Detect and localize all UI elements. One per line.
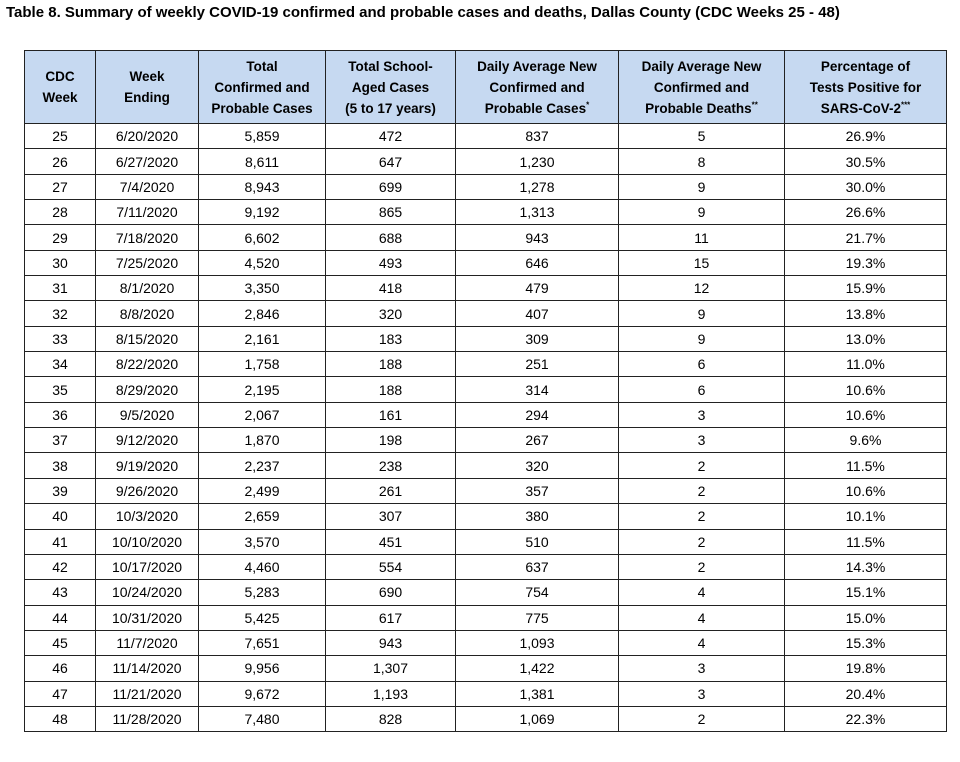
cell-school-aged-cases: 238: [326, 453, 456, 478]
cell-cdc-week: 33: [25, 326, 96, 351]
cell-percent-positive: 10.6%: [785, 402, 947, 427]
cell-daily-avg-deaths: 9: [619, 174, 785, 199]
table-row: [25, 656, 947, 681]
cell-percent-positive: 20.4%: [785, 681, 947, 706]
cell-percent-positive: 13.8%: [785, 301, 947, 326]
column-header-percent-positive: [785, 51, 947, 124]
table-row: [25, 706, 947, 731]
cell-daily-avg-cases: 1,069: [456, 706, 619, 731]
cell-percent-positive: 19.3%: [785, 250, 947, 275]
header-row: [25, 51, 947, 124]
cell-total-cases: 5,283: [199, 580, 326, 605]
cell-percent-positive: 15.0%: [785, 605, 947, 630]
table-row: [25, 149, 947, 174]
cell-school-aged-cases: 188: [326, 377, 456, 402]
cell-daily-avg-deaths: 15: [619, 250, 785, 275]
column-header-total-cases: [199, 51, 326, 124]
cell-daily-avg-cases: 1,230: [456, 149, 619, 174]
cell-daily-avg-cases: 320: [456, 453, 619, 478]
header-line: Percentage of: [820, 58, 911, 74]
cell-percent-positive: 11.5%: [785, 453, 947, 478]
cell-cdc-week: 35: [25, 377, 96, 402]
cell-daily-avg-cases: 1,313: [456, 200, 619, 225]
cell-daily-avg-cases: 775: [456, 605, 619, 630]
table-row: [25, 276, 947, 301]
cell-percent-positive: 26.6%: [785, 200, 947, 225]
table-row: [25, 630, 947, 655]
cell-daily-avg-cases: 837: [456, 124, 619, 149]
table-row: [25, 124, 947, 149]
header-line: Ending: [124, 90, 170, 105]
cell-total-cases: 9,192: [199, 200, 326, 225]
cell-school-aged-cases: 1,193: [326, 681, 456, 706]
cell-percent-positive: 15.3%: [785, 630, 947, 655]
cell-school-aged-cases: 828: [326, 706, 456, 731]
cell-week-ending: 11/21/2020: [96, 681, 199, 706]
column-header-week-ending: [96, 51, 199, 124]
cell-cdc-week: 43: [25, 580, 96, 605]
cell-daily-avg-cases: 309: [456, 326, 619, 351]
table-row: [25, 478, 947, 503]
cell-cdc-week: 40: [25, 504, 96, 529]
header-line: Total School-: [348, 58, 433, 74]
cell-school-aged-cases: 188: [326, 352, 456, 377]
cell-percent-positive: 30.5%: [785, 149, 947, 174]
cell-daily-avg-cases: 1,422: [456, 656, 619, 681]
cell-total-cases: 2,067: [199, 402, 326, 427]
cell-daily-avg-deaths: 3: [619, 428, 785, 453]
cell-daily-avg-deaths: 8: [619, 149, 785, 174]
cell-percent-positive: 10.6%: [785, 478, 947, 503]
header-line: Total: [246, 58, 278, 74]
cell-daily-avg-deaths: 4: [619, 630, 785, 655]
header-line: Daily Average New: [477, 58, 597, 74]
column-header-cdc-week: [25, 51, 96, 124]
cell-daily-avg-deaths: 3: [619, 681, 785, 706]
cell-cdc-week: 27: [25, 174, 96, 199]
cell-week-ending: 10/3/2020: [96, 504, 199, 529]
cell-daily-avg-deaths: 2: [619, 453, 785, 478]
cell-total-cases: 3,350: [199, 276, 326, 301]
cell-daily-avg-cases: 637: [456, 554, 619, 579]
cell-daily-avg-cases: 943: [456, 225, 619, 250]
cell-week-ending: 11/7/2020: [96, 630, 199, 655]
cell-cdc-week: 47: [25, 681, 96, 706]
header-line: Probable Cases: [484, 100, 587, 116]
footnote-marker: *: [586, 100, 590, 109]
cell-school-aged-cases: 865: [326, 200, 456, 225]
cell-percent-positive: 14.3%: [785, 554, 947, 579]
table-row: [25, 605, 947, 630]
header-line: Aged Cases: [351, 79, 430, 95]
cell-school-aged-cases: 320: [326, 301, 456, 326]
cell-cdc-week: 34: [25, 352, 96, 377]
cell-school-aged-cases: 451: [326, 529, 456, 554]
cell-cdc-week: 36: [25, 402, 96, 427]
table-row: [25, 174, 947, 199]
cell-total-cases: 2,659: [199, 504, 326, 529]
cell-cdc-week: 46: [25, 656, 96, 681]
cell-daily-avg-deaths: 2: [619, 529, 785, 554]
cell-week-ending: 9/26/2020: [96, 478, 199, 503]
cell-percent-positive: 15.9%: [785, 276, 947, 301]
cell-daily-avg-deaths: 6: [619, 352, 785, 377]
cell-week-ending: 7/11/2020: [96, 200, 199, 225]
cell-school-aged-cases: 617: [326, 605, 456, 630]
cell-total-cases: 6,602: [199, 225, 326, 250]
cell-total-cases: 9,956: [199, 656, 326, 681]
cell-cdc-week: 44: [25, 605, 96, 630]
cell-total-cases: 2,846: [199, 301, 326, 326]
cell-school-aged-cases: 699: [326, 174, 456, 199]
table-row: [25, 529, 947, 554]
cell-school-aged-cases: 472: [326, 124, 456, 149]
cell-daily-avg-deaths: 2: [619, 504, 785, 529]
header-line: Confirmed and: [214, 79, 310, 95]
cell-cdc-week: 32: [25, 301, 96, 326]
table-row: [25, 453, 947, 478]
cell-percent-positive: 21.7%: [785, 225, 947, 250]
header-line: Confirmed and: [489, 79, 585, 95]
cell-daily-avg-deaths: 2: [619, 706, 785, 731]
cell-total-cases: 7,651: [199, 630, 326, 655]
cell-week-ending: 10/17/2020: [96, 554, 199, 579]
cell-week-ending: 9/5/2020: [96, 402, 199, 427]
cell-percent-positive: 22.3%: [785, 706, 947, 731]
cell-week-ending: 7/18/2020: [96, 225, 199, 250]
table-row: [25, 250, 947, 275]
cell-total-cases: 2,161: [199, 326, 326, 351]
cell-week-ending: 6/20/2020: [96, 124, 199, 149]
cell-daily-avg-cases: 1,381: [456, 681, 619, 706]
cell-percent-positive: 9.6%: [785, 428, 947, 453]
header-line: Tests Positive for: [809, 79, 922, 95]
header-line: (5 to 17 years): [345, 100, 436, 116]
weekly-covid-summary-table: [24, 50, 947, 732]
cell-cdc-week: 42: [25, 554, 96, 579]
cell-daily-avg-cases: 380: [456, 504, 619, 529]
header-line: Probable Cases: [211, 100, 313, 116]
footnote-marker: **: [751, 100, 758, 109]
cell-week-ending: 10/24/2020: [96, 580, 199, 605]
cell-daily-avg-deaths: 11: [619, 225, 785, 250]
cell-week-ending: 10/10/2020: [96, 529, 199, 554]
header-line: Probable Deaths: [645, 100, 752, 116]
table-row: [25, 554, 947, 579]
cell-daily-avg-deaths: 3: [619, 402, 785, 427]
cell-total-cases: 3,570: [199, 529, 326, 554]
cell-total-cases: 5,859: [199, 124, 326, 149]
cell-cdc-week: 29: [25, 225, 96, 250]
cell-percent-positive: 10.1%: [785, 504, 947, 529]
cell-school-aged-cases: 307: [326, 504, 456, 529]
cell-cdc-week: 38: [25, 453, 96, 478]
cell-total-cases: 8,611: [199, 149, 326, 174]
cell-daily-avg-deaths: 9: [619, 326, 785, 351]
cell-daily-avg-deaths: 9: [619, 200, 785, 225]
table-row: [25, 428, 947, 453]
cell-school-aged-cases: 554: [326, 554, 456, 579]
cell-daily-avg-cases: 314: [456, 377, 619, 402]
table-caption: Table 8. Summary of weekly COVID-19 confirmed and probable cases and deaths, Dallas County (CDC Weeks 25 - 48): [6, 4, 840, 21]
cell-percent-positive: 19.8%: [785, 656, 947, 681]
cell-daily-avg-cases: 294: [456, 402, 619, 427]
column-header-school-aged-cases: [326, 51, 456, 124]
table-body: [25, 124, 947, 732]
cell-school-aged-cases: 198: [326, 428, 456, 453]
cell-total-cases: 5,425: [199, 605, 326, 630]
cell-daily-avg-deaths: 2: [619, 554, 785, 579]
cell-week-ending: 8/22/2020: [96, 352, 199, 377]
cell-school-aged-cases: 647: [326, 149, 456, 174]
cell-cdc-week: 30: [25, 250, 96, 275]
cell-daily-avg-cases: 251: [456, 352, 619, 377]
cell-cdc-week: 41: [25, 529, 96, 554]
cell-percent-positive: 11.0%: [785, 352, 947, 377]
cell-daily-avg-deaths: 4: [619, 580, 785, 605]
cell-week-ending: 6/27/2020: [96, 149, 199, 174]
cell-week-ending: 9/19/2020: [96, 453, 199, 478]
header-line: Confirmed and: [653, 79, 750, 95]
cell-week-ending: 11/28/2020: [96, 706, 199, 731]
cell-total-cases: 2,195: [199, 377, 326, 402]
header-line: Week: [129, 69, 165, 84]
table-row: [25, 225, 947, 250]
cell-week-ending: 8/8/2020: [96, 301, 199, 326]
column-header-daily-avg-deaths: [619, 51, 785, 124]
cell-school-aged-cases: 183: [326, 326, 456, 351]
cell-cdc-week: 48: [25, 706, 96, 731]
cell-daily-avg-cases: 1,278: [456, 174, 619, 199]
cell-week-ending: 8/29/2020: [96, 377, 199, 402]
header-line: Week: [42, 90, 78, 105]
cell-school-aged-cases: 161: [326, 402, 456, 427]
cell-week-ending: 7/4/2020: [96, 174, 199, 199]
cell-daily-avg-cases: 646: [456, 250, 619, 275]
cell-percent-positive: 11.5%: [785, 529, 947, 554]
table-row: [25, 681, 947, 706]
cell-cdc-week: 45: [25, 630, 96, 655]
table-row: [25, 326, 947, 351]
cell-school-aged-cases: 943: [326, 630, 456, 655]
cell-total-cases: 2,237: [199, 453, 326, 478]
cell-percent-positive: 13.0%: [785, 326, 947, 351]
cell-daily-avg-deaths: 2: [619, 478, 785, 503]
footnote-marker: ***: [900, 100, 911, 109]
cell-week-ending: 8/1/2020: [96, 276, 199, 301]
cell-daily-avg-cases: 357: [456, 478, 619, 503]
cell-daily-avg-deaths: 5: [619, 124, 785, 149]
cell-school-aged-cases: 690: [326, 580, 456, 605]
cell-total-cases: 1,870: [199, 428, 326, 453]
table-row: [25, 504, 947, 529]
cell-cdc-week: 28: [25, 200, 96, 225]
cell-daily-avg-cases: 754: [456, 580, 619, 605]
cell-daily-avg-deaths: 9: [619, 301, 785, 326]
cell-daily-avg-deaths: 6: [619, 377, 785, 402]
cell-daily-avg-deaths: 4: [619, 605, 785, 630]
header-line: Daily Average New: [641, 58, 762, 74]
cell-percent-positive: 15.1%: [785, 580, 947, 605]
table-row: [25, 200, 947, 225]
cell-daily-avg-deaths: 12: [619, 276, 785, 301]
cell-total-cases: 7,480: [199, 706, 326, 731]
cell-cdc-week: 31: [25, 276, 96, 301]
header-line: SARS-CoV-2: [820, 100, 901, 116]
cell-week-ending: 8/15/2020: [96, 326, 199, 351]
header-line: CDC: [45, 69, 75, 84]
cell-daily-avg-deaths: 3: [619, 656, 785, 681]
cell-week-ending: 11/14/2020: [96, 656, 199, 681]
table-row: [25, 377, 947, 402]
cell-total-cases: 9,672: [199, 681, 326, 706]
cell-cdc-week: 37: [25, 428, 96, 453]
cell-total-cases: 2,499: [199, 478, 326, 503]
column-header-daily-avg-cases: [456, 51, 619, 124]
cell-total-cases: 4,460: [199, 554, 326, 579]
cell-percent-positive: 30.0%: [785, 174, 947, 199]
cell-school-aged-cases: 261: [326, 478, 456, 503]
cell-daily-avg-cases: 1,093: [456, 630, 619, 655]
cell-cdc-week: 26: [25, 149, 96, 174]
cell-total-cases: 1,758: [199, 352, 326, 377]
cell-week-ending: 9/12/2020: [96, 428, 199, 453]
cell-cdc-week: 39: [25, 478, 96, 503]
cell-week-ending: 10/31/2020: [96, 605, 199, 630]
table-row: [25, 402, 947, 427]
cell-daily-avg-cases: 479: [456, 276, 619, 301]
cell-school-aged-cases: 493: [326, 250, 456, 275]
cell-total-cases: 8,943: [199, 174, 326, 199]
cell-cdc-week: 25: [25, 124, 96, 149]
cell-percent-positive: 10.6%: [785, 377, 947, 402]
table-row: [25, 580, 947, 605]
cell-week-ending: 7/25/2020: [96, 250, 199, 275]
cell-school-aged-cases: 1,307: [326, 656, 456, 681]
table-row: [25, 301, 947, 326]
cell-total-cases: 4,520: [199, 250, 326, 275]
cell-daily-avg-cases: 510: [456, 529, 619, 554]
cell-school-aged-cases: 418: [326, 276, 456, 301]
table-row: [25, 352, 947, 377]
cell-percent-positive: 26.9%: [785, 124, 947, 149]
cell-school-aged-cases: 688: [326, 225, 456, 250]
cell-daily-avg-cases: 407: [456, 301, 619, 326]
cell-daily-avg-cases: 267: [456, 428, 619, 453]
